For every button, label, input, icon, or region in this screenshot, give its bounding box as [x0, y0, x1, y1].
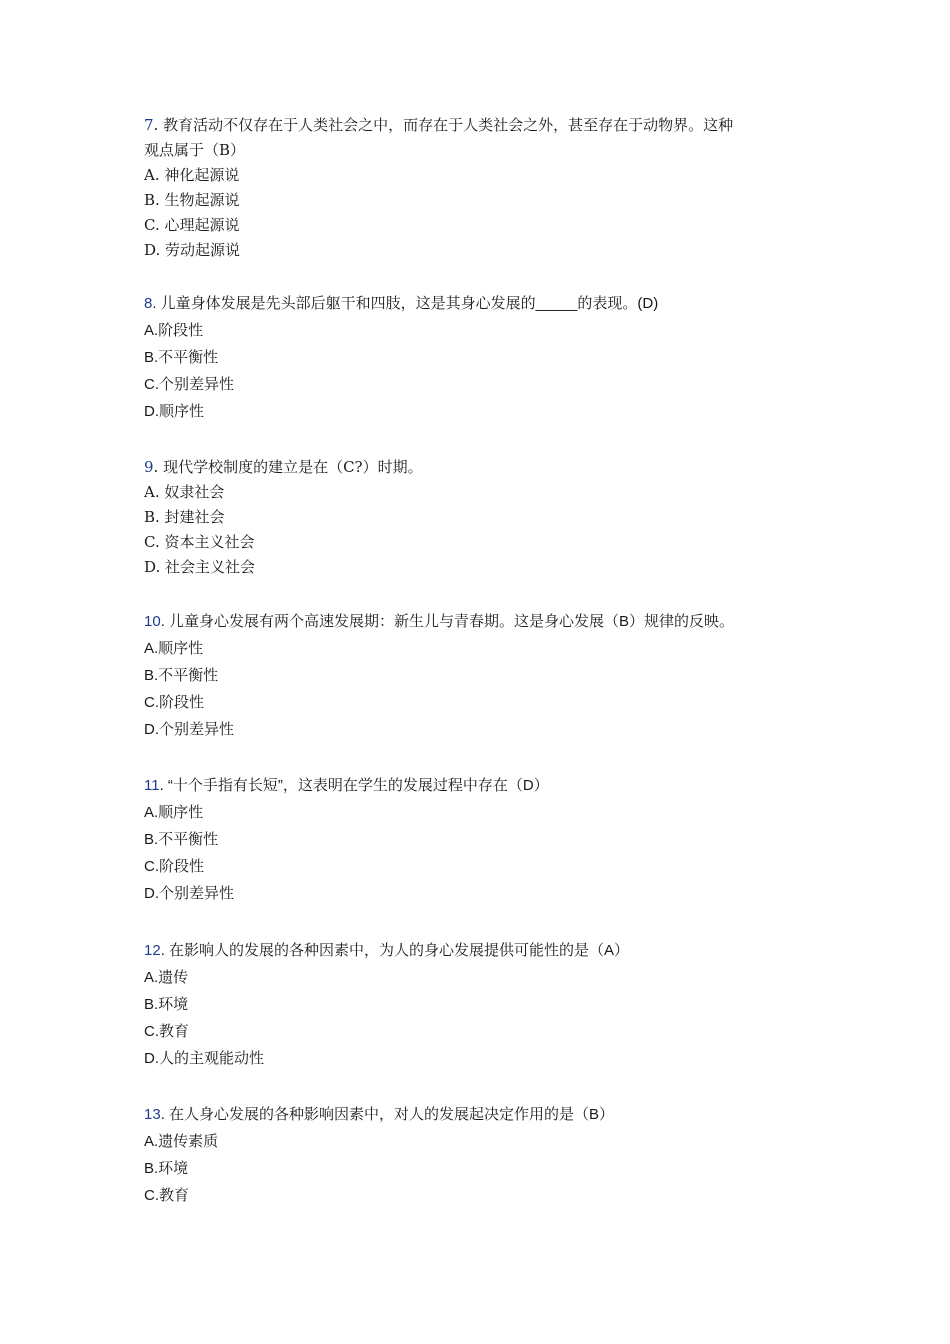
question-13	[144, 1101, 824, 1209]
option-b: B.环境	[144, 996, 189, 1013]
question-stem: 10. 儿童身心发展有两个高速发展期：新生儿与青春期。这是身心发展（B）规律的反映。	[144, 613, 735, 630]
option-c: C.个别差异性	[144, 376, 235, 393]
question-12	[144, 937, 824, 1072]
option-d: D. 社会主义社会	[144, 558, 256, 576]
option-d: D.顺序性	[144, 403, 205, 420]
option-c: C.阶段性	[144, 858, 205, 875]
option-c: C. 心理起源说	[144, 216, 240, 234]
question-11	[144, 772, 824, 907]
question-stem-continued: 观点属于（B）	[144, 141, 246, 159]
question-10	[144, 608, 824, 743]
option-b: B.不平衡性	[144, 831, 219, 848]
question-number: 8	[144, 295, 153, 312]
question-7	[144, 113, 824, 263]
question-stem: 9. 现代学校制度的建立是在（C?）时期。	[144, 458, 423, 476]
question-number: 13	[144, 1106, 161, 1123]
option-c: C.阶段性	[144, 694, 205, 711]
question-stem: 8. 儿童身体发展是先头部后躯干和四肢，这是其身心发展的_____的表现。(D)	[144, 295, 659, 312]
option-b: B. 生物起源说	[144, 191, 240, 209]
question-stem: 7. 教育活动不仅存在于人类社会之中，而存在于人类社会之外，甚至存在于动物界。这种	[144, 116, 734, 134]
question-number: 12	[144, 942, 161, 959]
option-d: D.人的主观能动性	[144, 1050, 265, 1067]
option-b: B.环境	[144, 1160, 189, 1177]
option-b: B.不平衡性	[144, 667, 219, 684]
option-c: C.教育	[144, 1187, 190, 1204]
option-a: A.遗传	[144, 969, 189, 986]
question-9	[144, 455, 824, 580]
question-stem: 13. 在人身心发展的各种影响因素中，对人的发展起决定作用的是（B）	[144, 1106, 615, 1123]
question-8	[144, 290, 824, 425]
option-a: A.顺序性	[144, 804, 204, 821]
option-a: A.顺序性	[144, 640, 204, 657]
question-stem: 11. “十个手指有长短”，这表明在学生的发展过程中存在（D）	[144, 777, 549, 794]
question-number: 10	[144, 613, 161, 630]
option-c: C.教育	[144, 1023, 190, 1040]
question-stem: 12. 在影响人的发展的各种因素中，为人的身心发展提供可能性的是（A）	[144, 942, 630, 959]
option-d: D.个别差异性	[144, 885, 235, 902]
option-b: B.不平衡性	[144, 349, 219, 366]
question-number: 7	[144, 116, 154, 134]
option-a: A. 神化起源说	[144, 166, 240, 184]
option-a: A.遗传素质	[144, 1133, 219, 1150]
option-a: A. 奴隶社会	[144, 483, 225, 501]
option-d: D. 劳动起源说	[144, 241, 241, 259]
option-b: B. 封建社会	[144, 508, 225, 526]
option-c: C. 资本主义社会	[144, 533, 255, 551]
question-number: 9	[144, 458, 154, 476]
option-d: D.个别差异性	[144, 721, 235, 738]
question-number: 11	[144, 777, 160, 794]
option-a: A.阶段性	[144, 322, 204, 339]
